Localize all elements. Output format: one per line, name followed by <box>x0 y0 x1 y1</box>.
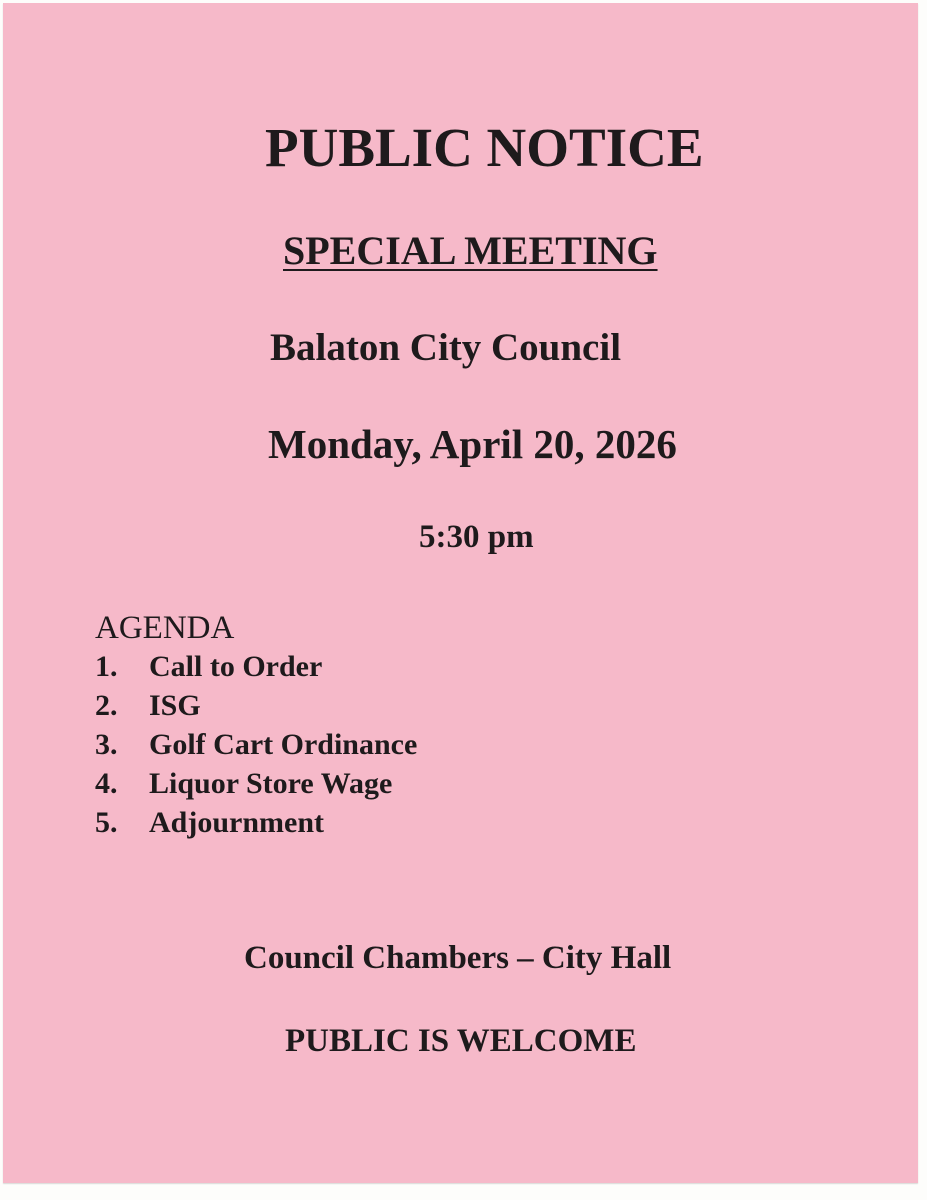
agenda-item-number: 1. <box>95 650 118 683</box>
agenda-list <box>95 651 417 846</box>
agenda-item-label: Adjournment <box>149 806 325 839</box>
meeting-type-heading: SPECIAL MEETING <box>283 228 658 273</box>
agenda-item-number: 5. <box>95 806 118 839</box>
meeting-date: Monday, April 20, 2026 <box>268 421 677 467</box>
agenda-item-number: 2. <box>95 689 118 722</box>
meeting-time: 5:30 pm <box>419 519 534 555</box>
agenda-item <box>95 807 417 846</box>
agenda-item <box>95 651 417 690</box>
organization-name: Balaton City Council <box>270 326 622 369</box>
agenda-item-label: Call to Order <box>149 650 323 683</box>
agenda-item <box>95 768 417 807</box>
meeting-location: Council Chambers – City Hall <box>244 940 672 976</box>
agenda-item <box>95 690 417 729</box>
agenda-item <box>95 729 417 768</box>
agenda-item-label: ISG <box>149 689 201 722</box>
public-welcome-text: PUBLIC IS WELCOME <box>285 1023 637 1059</box>
agenda-item-number: 4. <box>95 767 118 800</box>
agenda-item-label: Golf Cart Ordinance <box>149 728 418 761</box>
agenda-item-number: 3. <box>95 728 118 761</box>
notice-title: PUBLIC NOTICE <box>265 117 704 178</box>
agenda-item-label: Liquor Store Wage <box>149 767 393 800</box>
pink-notice-paper <box>3 3 918 1183</box>
agenda-heading: AGENDA <box>95 610 235 646</box>
